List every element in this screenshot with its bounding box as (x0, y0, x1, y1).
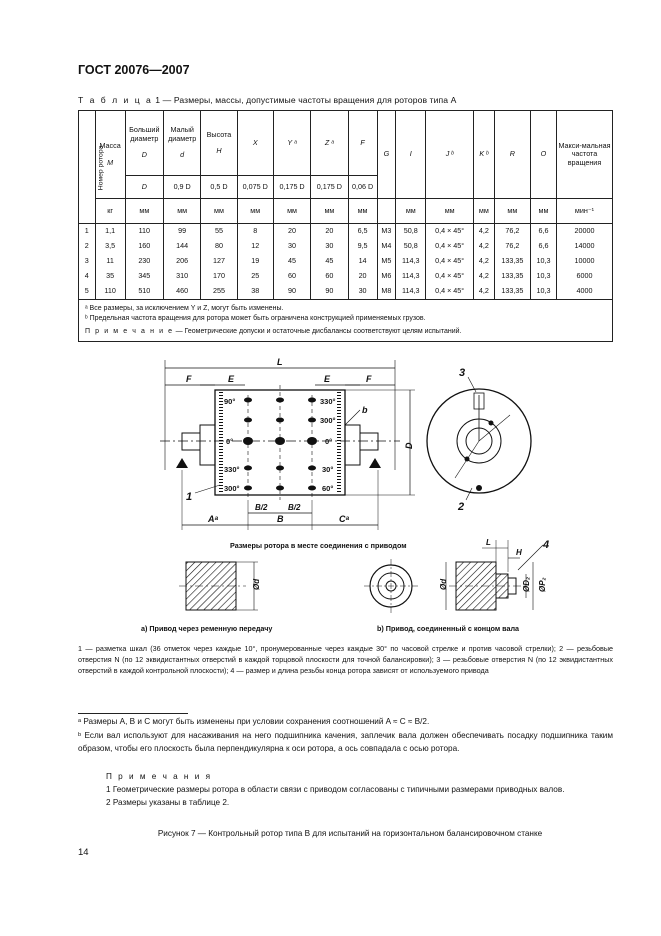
table-cell: 6,5 (348, 224, 377, 240)
table-row (79, 224, 613, 240)
dim-F: F (186, 374, 192, 384)
table-notes (79, 300, 613, 342)
table-cell: 30 (348, 284, 377, 300)
footnote-b: ᵇ Если вал используют для насаживания на него подшипника качения, заплечик вала должен обеспечивать посадку подшипника таким образом, чтобы его плоскость была перпендикулярна к оси ротора, а ось совпадала с осью ротора. (78, 731, 613, 753)
table-cell: 6,6 (531, 224, 557, 240)
table-cell: 50,8 (396, 224, 426, 240)
caption-main: Размеры ротора в месте соединения с приводом (230, 541, 407, 550)
scale-right-2: 300° (320, 416, 336, 425)
table-cell: 1 (79, 224, 96, 240)
table-caption-label: Т а б л и ц а (78, 95, 153, 105)
table-cell: 345 (125, 269, 163, 284)
header-cell: Y ᵃ (273, 111, 310, 176)
table-row (79, 239, 613, 254)
table-cell: 20 (273, 224, 310, 240)
table-cell: 110 (125, 224, 163, 240)
table-cell: 110 (95, 284, 125, 300)
dim-B2-left: B/2 (255, 503, 268, 512)
table-note-general: П р и м е ч а н и е — Геометрические допуски и остаточные дисбалансы соответствуют целям испытаний. (85, 328, 462, 336)
table-cell: 14 (348, 254, 377, 269)
dim-E-right: E (324, 374, 331, 384)
header-cell: I (396, 111, 426, 199)
table-header-row (79, 111, 613, 176)
table-cell: 35 (95, 269, 125, 284)
page-number: 14 (78, 847, 89, 858)
table-cell: M4 (377, 239, 396, 254)
dim-B: B (277, 514, 284, 524)
table-cell: 133,35 (494, 269, 530, 284)
table-cell: 6000 (556, 269, 612, 284)
table-cell: 1,1 (95, 224, 125, 240)
table-cell: 0,4 × 45° (426, 284, 474, 300)
table-note-a: ᵃ Все размеры, за исключением Y и Z, могут быть изменены. (85, 305, 284, 312)
dim-H: H (516, 548, 522, 557)
document-header: ГОСТ 20076—2007 (78, 63, 190, 77)
header-cell: Z ᵃ (311, 111, 348, 176)
table-cell: 230 (125, 254, 163, 269)
callout-2: 2 (458, 501, 465, 513)
callout-b: b (362, 405, 368, 415)
table-cell: 206 (164, 254, 201, 269)
table-row (79, 254, 613, 269)
table-cell: 20 (311, 224, 348, 240)
table-cell: 4,2 (473, 284, 494, 300)
table-cell: 4,2 (473, 239, 494, 254)
notes-block (78, 770, 613, 809)
table-row (79, 284, 613, 300)
footnote-divider (78, 713, 188, 714)
table-cell: 0,4 × 45° (426, 239, 474, 254)
header-cell: J ᵇ (426, 111, 474, 199)
table-cell: 160 (125, 239, 163, 254)
table-cell: 45 (273, 254, 310, 269)
scale-right-1: 330° (320, 397, 336, 406)
table-cell: 3 (79, 254, 96, 269)
table-units-row: кг мм мм мм мм мм мм мм мм мм мм мм мм мин⁻¹ (79, 199, 613, 224)
table-cell: M5 (377, 254, 396, 269)
dim-C: Cᵃ (339, 514, 349, 524)
note-2: 2 Размеры указаны в таблице 2. (106, 798, 230, 808)
table-cell: 0,4 × 45° (426, 269, 474, 284)
header-cell: R (494, 111, 530, 199)
dim-B2-right: B/2 (288, 503, 301, 512)
figure-legend: 1 — разметка шкал (36 отметок через каждые 10°, пронумерованные через каждые 30° по часовой стрелке и против часовой стрелки); 2 — резьбовые отверстия N (по 12 эквидистантных отверстий в каждой торцовой плоскости для точной балансировки); 3 — резьбовые отверстия N (по 12 эквидистантных отверстий в каждой контрольной плоскости); 4 — размер и длина резьбы конца ротора зависят от используемого привода (78, 644, 613, 675)
header-cell: X (237, 111, 273, 176)
table-cell: 510 (125, 284, 163, 300)
scale-left-1: 90° (224, 397, 236, 406)
table-cell: 19 (237, 254, 273, 269)
rotor-table (78, 110, 613, 342)
table-cell: 114,3 (396, 284, 426, 300)
rotor-drawing (0, 350, 661, 640)
note-1: 1 Геометрические размеры ротора в области связи с приводом согласованы с типичными размерами приводных валов. (106, 785, 565, 795)
table-cell: 20 (348, 269, 377, 284)
table-caption (78, 95, 457, 105)
table-cell: 4,2 (473, 254, 494, 269)
dim-E: E (228, 374, 235, 384)
table-cell: 5 (79, 284, 96, 300)
table-cell: 14000 (556, 239, 612, 254)
table-cell: 99 (164, 224, 201, 240)
callout-1: 1 (186, 491, 193, 503)
notes-label: П р и м е ч а н и я (106, 772, 213, 781)
table-cell: 133,35 (494, 254, 530, 269)
dim-L: L (277, 357, 283, 367)
table-cell: 310 (164, 269, 201, 284)
table-cell: 10,3 (531, 254, 557, 269)
table-cell: 170 (201, 269, 237, 284)
table-cell: 38 (237, 284, 273, 300)
header-cell: Больший диаметр D (125, 111, 163, 176)
dim-d-a: Ød (252, 578, 261, 590)
header-cell: O (531, 111, 557, 199)
header-cell: Высота H (201, 111, 237, 176)
table-cell: 460 (164, 284, 201, 300)
header-cell: K ᵇ (473, 111, 494, 199)
table-cell: 114,3 (396, 254, 426, 269)
table-cell: 4,2 (473, 224, 494, 240)
scale-left-4: 300° (224, 484, 240, 493)
table-cell: 80 (201, 239, 237, 254)
table-note-b: ᵇ Предельная частота вращения для ротора может быть ограничена конструкцией применяемых грузов. (85, 315, 426, 323)
table-cell: 30 (273, 239, 310, 254)
table-cell: 4 (79, 269, 96, 284)
table-row (79, 269, 613, 284)
table-cell: 30 (311, 239, 348, 254)
rotor-number-header: Номер ротора (79, 111, 96, 224)
callout-3: 3 (459, 367, 466, 379)
dim-D: D (404, 442, 414, 449)
table-cell: 60 (311, 269, 348, 284)
table-cell: 4,2 (473, 269, 494, 284)
table-cell: 0,4 × 45° (426, 224, 474, 240)
scale-left-3: 330° (224, 465, 240, 474)
table-cell: 45 (311, 254, 348, 269)
table-cell: 55 (201, 224, 237, 240)
table-cell: 6,6 (531, 239, 557, 254)
table-cell: 0,4 × 45° (426, 254, 474, 269)
scale-left-2: 0° (226, 437, 234, 446)
header-cell: G (377, 111, 396, 199)
table-cell: 255 (201, 284, 237, 300)
dim-L-small: L (486, 538, 491, 547)
table-cell: 114,3 (396, 269, 426, 284)
header-cell: Макси-мальная частота вращения (556, 111, 612, 199)
table-cell: 3,5 (95, 239, 125, 254)
table-cell: 127 (201, 254, 237, 269)
callout-4: 4 (543, 539, 550, 551)
table-cell: 50,8 (396, 239, 426, 254)
scale-right-5: 60° (322, 484, 334, 493)
dim-D2: ØD₂ (522, 576, 531, 592)
table-cell: M3 (377, 224, 396, 240)
table-cell: 90 (311, 284, 348, 300)
scale-right-4: 30° (322, 465, 334, 474)
dim-F-right: F (366, 374, 372, 384)
table-relation-row: D 0,9 D 0,5 D 0,075 D 0,175 D 0,175 D 0,06 D (79, 176, 613, 199)
table-cell: 20000 (556, 224, 612, 240)
header-cell: F (348, 111, 377, 176)
table-cell: 76,2 (494, 224, 530, 240)
table-cell: M8 (377, 284, 396, 300)
table-cell: M6 (377, 269, 396, 284)
table-cell: 10,3 (531, 284, 557, 300)
table-cell: 8 (237, 224, 273, 240)
table-cell: 4000 (556, 284, 612, 300)
scale-right-3: 0° (325, 437, 333, 446)
table-cell: 144 (164, 239, 201, 254)
header-cell: Масса M (95, 111, 125, 199)
table-cell: 25 (237, 269, 273, 284)
table-cell: 12 (237, 239, 273, 254)
dim-A: Aᵃ (208, 514, 218, 524)
caption-b: b) Привод, соединенный с концом вала (377, 624, 520, 633)
table-cell: 90 (273, 284, 310, 300)
table-cell: 10,3 (531, 269, 557, 284)
table-cell: 2 (79, 239, 96, 254)
table-caption-text: 1 — Размеры, массы, допустимые частоты вращения для роторов типа А (155, 95, 457, 105)
table-cell: 9,5 (348, 239, 377, 254)
caption-a: а) Привод через ременную передачу (141, 624, 273, 633)
header-cell: Малый диаметр d (164, 111, 201, 176)
table-cell: 60 (273, 269, 310, 284)
footnote-a: ᵃ Размеры A, B и C могут быть изменены при условии сохранения соотношений A ≈ C ≈ B/2. (78, 717, 430, 726)
dim-d-b: Ød (439, 578, 448, 590)
table-cell: 10000 (556, 254, 612, 269)
dim-P2: ØP₂ (538, 577, 547, 592)
table-cell: 133,35 (494, 284, 530, 300)
figure-caption: Рисунок 7 — Контрольный ротор типа В для испытаний на горизонтальном балансировочном станке (157, 829, 543, 838)
table-cell: 76,2 (494, 239, 530, 254)
table-cell: 11 (95, 254, 125, 269)
